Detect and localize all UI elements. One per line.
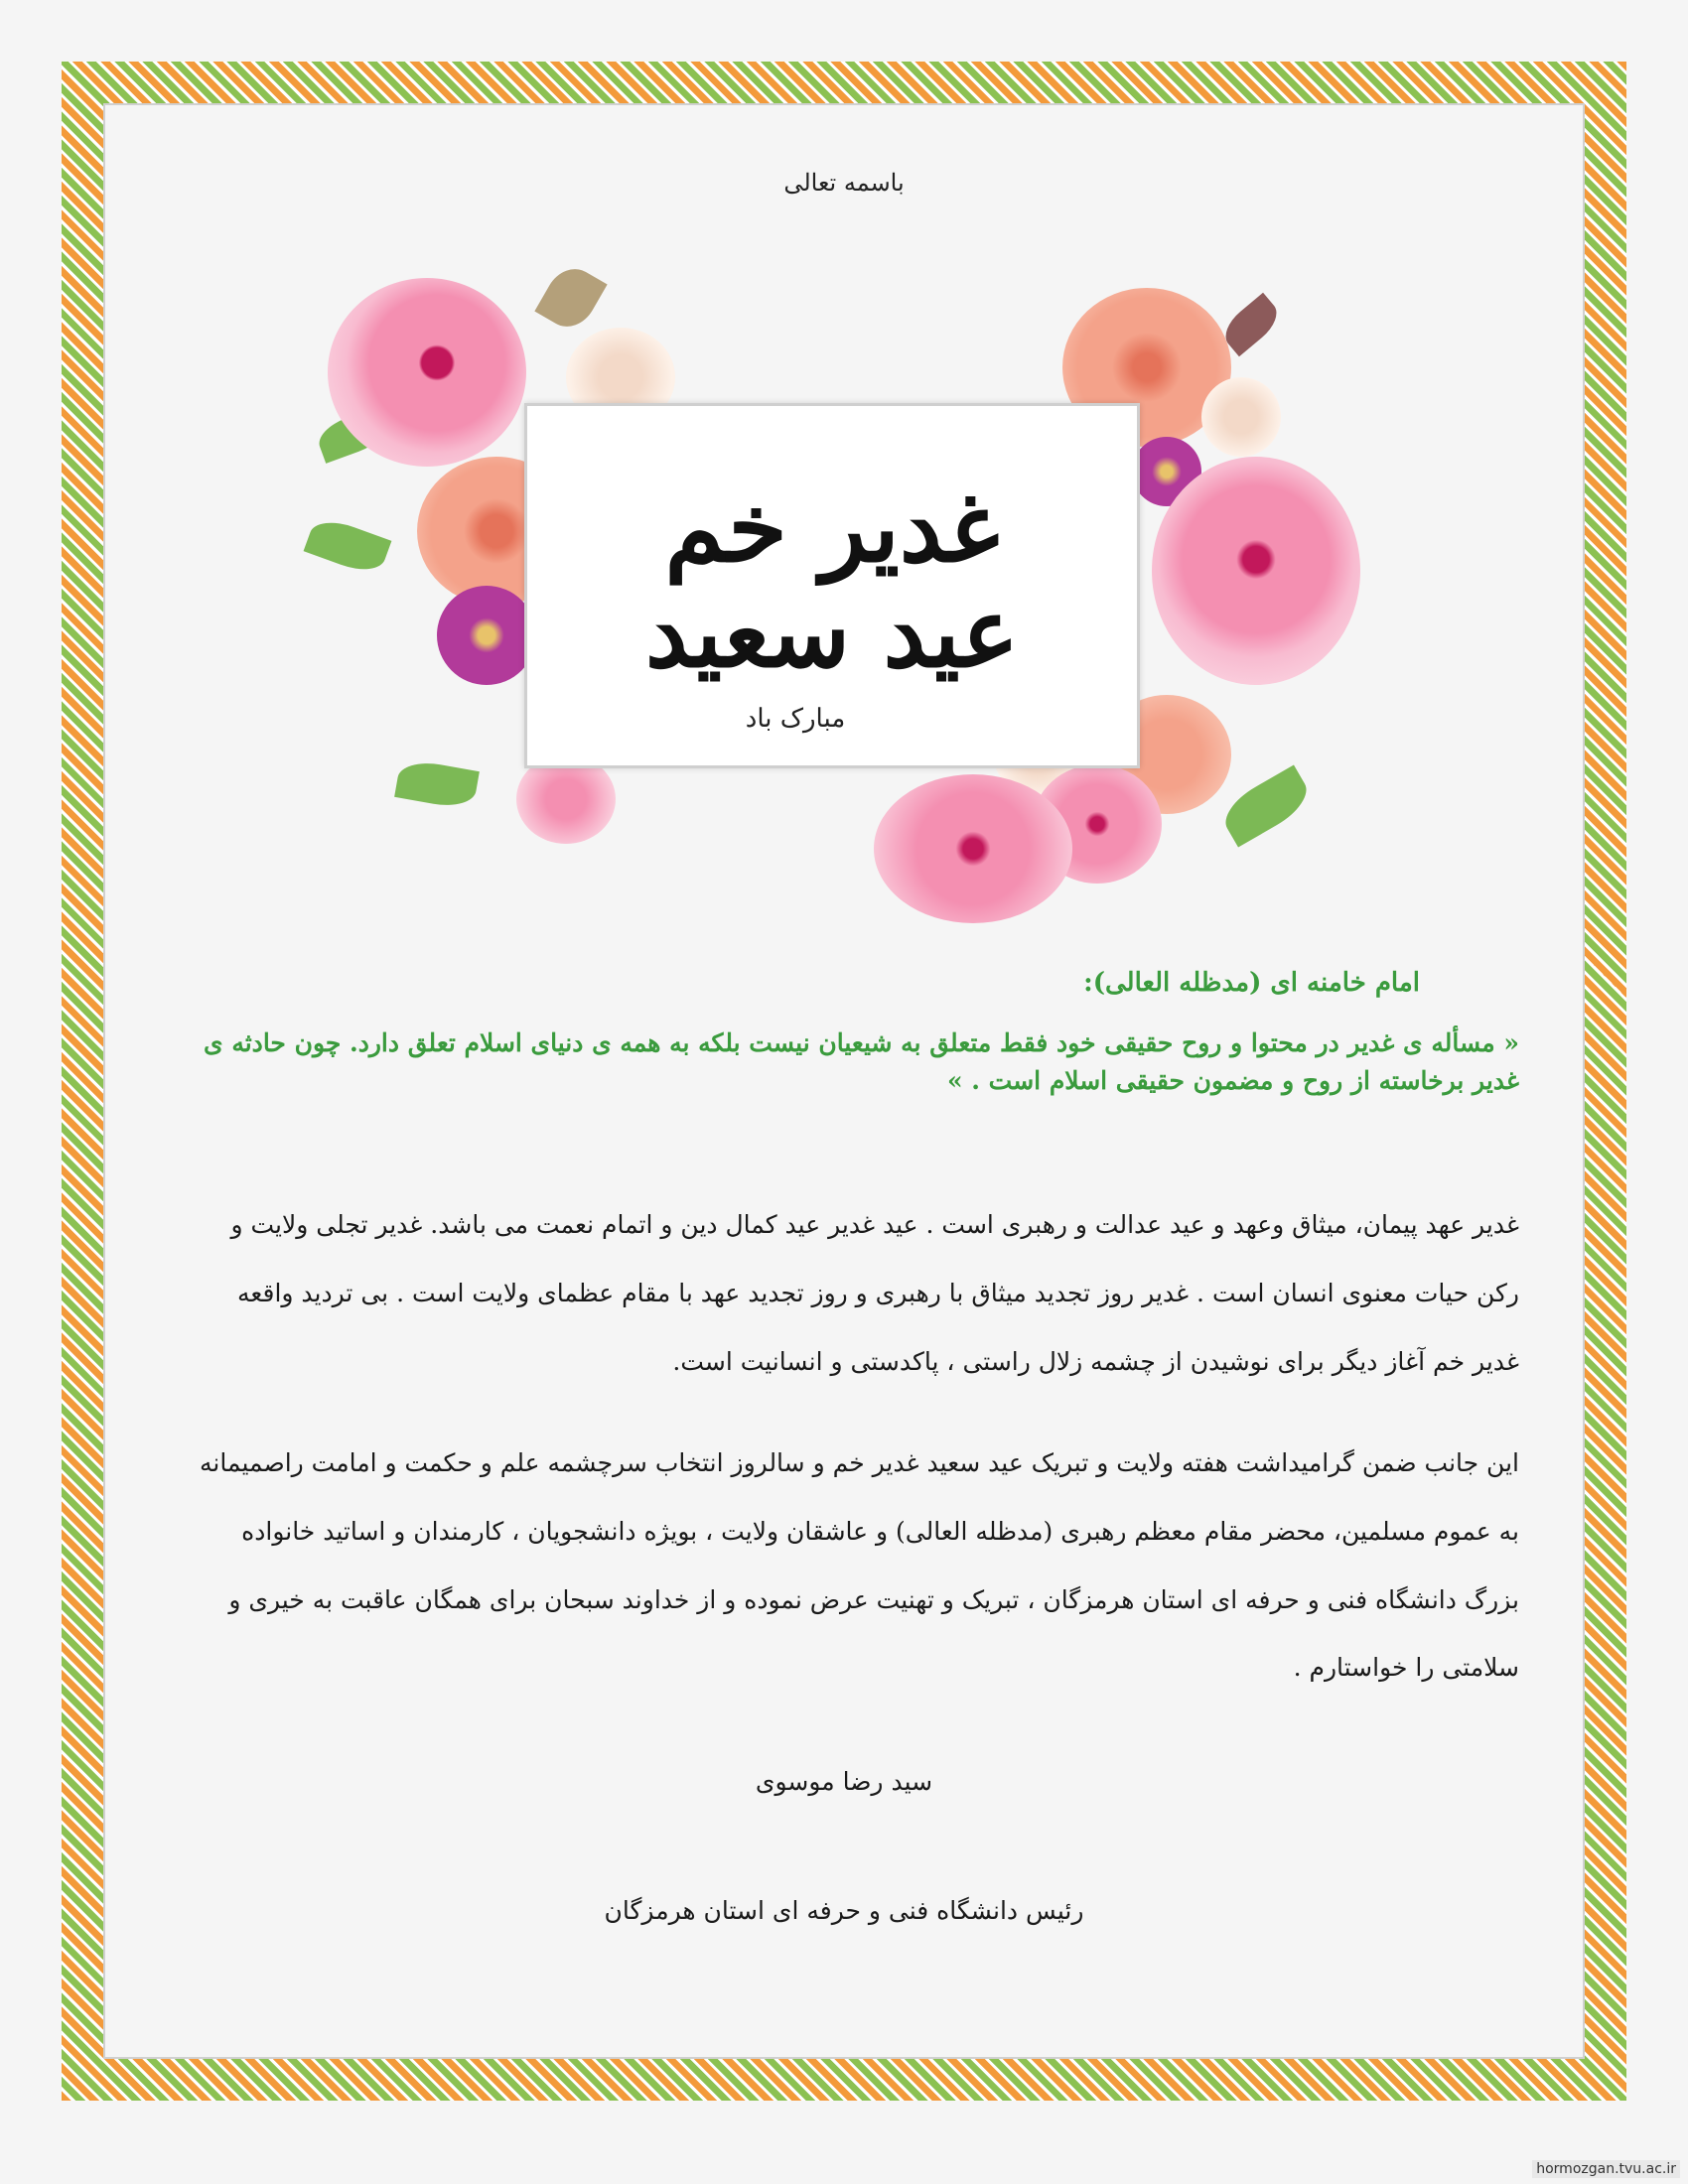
leaf-icon bbox=[534, 260, 607, 337]
greeting-subtitle: مبارک باد bbox=[745, 704, 846, 734]
leaf-icon bbox=[1216, 764, 1316, 847]
signature-name: سید رضا موسوی bbox=[755, 1767, 933, 1796]
signature-title: رئیس دانشگاه فنی و حرفه ای استان هرمزگان bbox=[604, 1896, 1084, 1925]
magenta-flower-icon bbox=[437, 586, 536, 685]
quote-text: « مسأله ی غدیر در محتوا و روح حقیقی خود فقط متعلق به شیعیان نیست بلکه به همه ی دنیای اسلام تعلق دارد. چون حادثه ی غدیر برخاسته از روح و مضمون حقیقی اسلام است . » bbox=[204, 1028, 1519, 1095]
pink-rose-icon bbox=[874, 774, 1072, 923]
greeting-title-line2: عید سعید bbox=[644, 576, 1020, 689]
white-rose-icon bbox=[1201, 377, 1281, 457]
body-paragraph-2: این جانب ضمن گرامیداشت هفته ولایت و تبریک عید سعید غدیر خم و سالروز انتخاب سرچشمه علم و حکمت و امامت راصمیمانه به عموم مسلمین، محضر مقام معظم رهبری (مدظله العالی) و عاشقان ولایت ، بویژه دانشجویان ، کارمندان و اساتید خانواده بزرگ دانشگاه فنی و حرفه ای استان هرمزگان ، تبریک و تهنیت عرض نموده و از خداوند سبحان برای همگان عاقبت به خیری و سلامتی را خواستارم . bbox=[200, 1448, 1519, 1683]
quote-attribution: امام خامنه ای (مدظله العالی): bbox=[1083, 968, 1420, 998]
pink-rose-icon bbox=[1152, 457, 1360, 685]
greeting-illustration bbox=[298, 268, 1331, 913]
greeting-title-line1: غدیر خم bbox=[664, 472, 1000, 584]
site-watermark: hormozgan.tvu.ac.ir bbox=[1532, 2160, 1680, 2178]
greeting-card bbox=[524, 403, 1140, 768]
leaf-icon bbox=[394, 757, 480, 810]
leaf-icon bbox=[304, 514, 392, 579]
pink-rose-icon bbox=[328, 278, 526, 467]
bismillah-heading: باسمه تعالی bbox=[783, 169, 905, 197]
body-paragraph-1: غدیر عهد پیمان، میثاق وعهد و عید عدالت و رهبری است . عید غدیر عید کمال دین و اتمام نعمت می باشد. غدیر تجلی ولایت و رکن حیات معنوی انسان است . غدیر روز تجدید میثاق با رهبری و روز تجدید عهد با مقام عظمای ولایت است . بی تردید واقعه غدیر خم آغاز دیگر برای نوشیدن از چشمه زلال راستی ، پاکدستی و انسانیت است. bbox=[230, 1210, 1519, 1376]
greeting-title bbox=[527, 472, 1137, 689]
